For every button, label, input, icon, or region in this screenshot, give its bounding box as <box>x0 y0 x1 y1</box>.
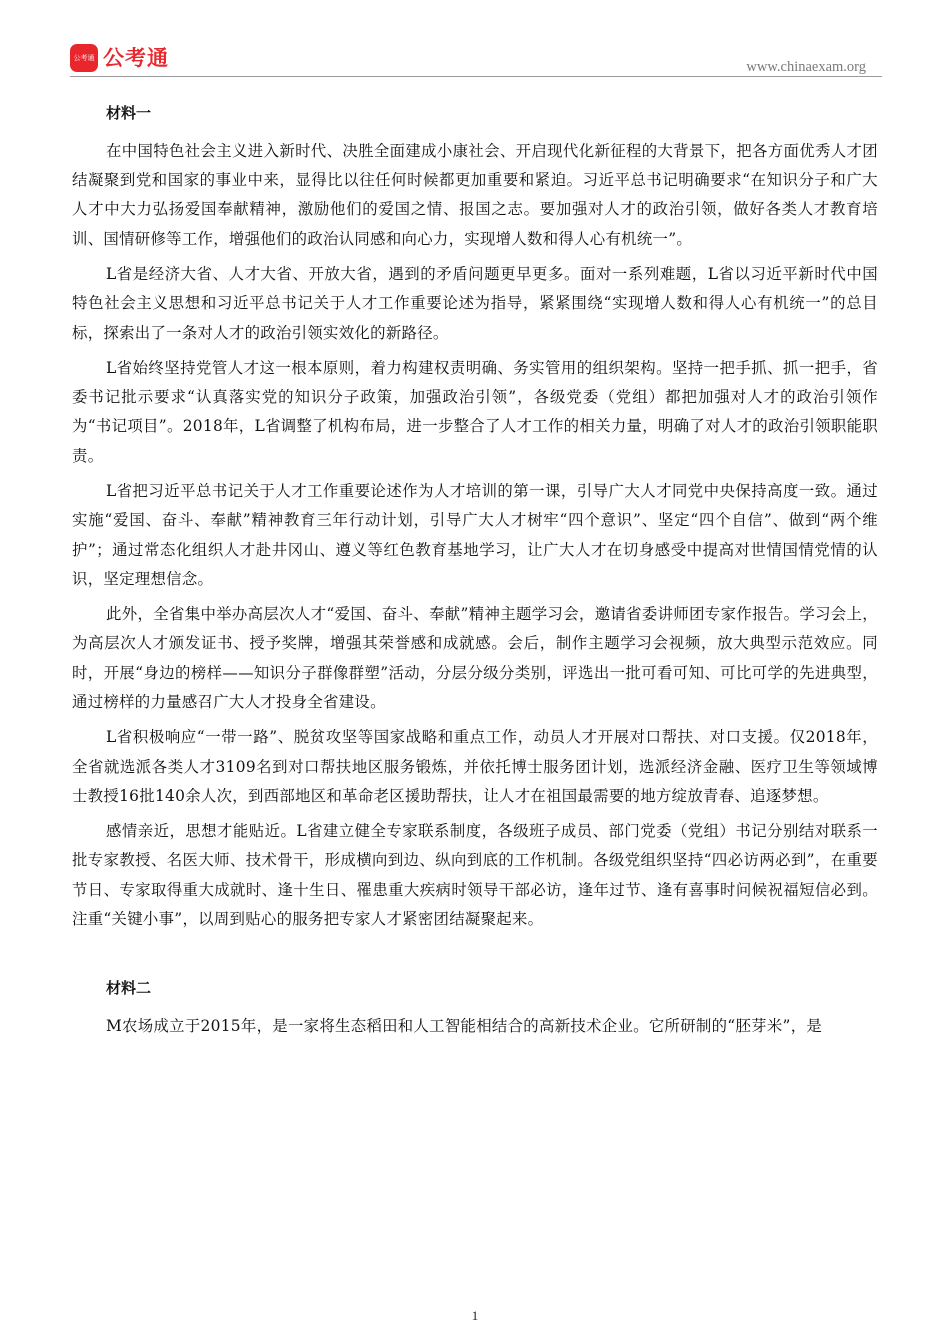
material-one-paragraph-6: L省积极响应“一带一路”、脱贫攻坚等国家战略和重点工作，动员人才开展对口帮扶、对口支援。仅2018年，全省就选派各类人才3109名到对口帮扶地区服务锻炼，并依托博士服务团计划，选派经济金融、医疗卫生等领域博士教授16批140余人次，到西部地区和革命老区援助帮扶，让人才在祖国最需要的地方绽放青春、追逐梦想。 <box>72 728 878 805</box>
logo-badge-icon: 公考通 <box>70 44 98 72</box>
logo <box>70 44 169 72</box>
material-two-title: 材料二 <box>106 979 152 998</box>
logo-text: 公考通 <box>103 46 169 70</box>
document-body <box>72 103 878 1048</box>
material-one-paragraph-2: L省是经济大省、人才大省、开放大省，遇到的矛盾问题更早更多。面对一系列难题，L省以习近平新时代中国特色社会主义思想和习近平总书记关于人才工作重要论述为指导，紧紧围绕“实现增人数和得人心有机统一”的总目标，探索出了一条对人才的政治引领实效化的新路径。 <box>72 265 878 342</box>
page-header <box>70 44 880 76</box>
material-one-paragraph-1: 在中国特色社会主义进入新时代、决胜全面建成小康社会、开启现代化新征程的大背景下，把各方面优秀人才团结凝聚到党和国家的事业中来，显得比以往任何时候都更加重要和紧迫。习近平总书记明确要求“在知识分子和广大人才中大力弘扬爱国奉献精神，激励他们的爱国之情、报国之志。要加强对人才的政治引领，做好各类人才教育培训、国情研修等工作，增强他们的政治认同感和向心力，实现增人数和得人心有机统一”。 <box>72 142 878 248</box>
page-number: 1 <box>471 1308 479 1323</box>
site-url: www.chinaexam.org <box>746 59 866 75</box>
material-one-paragraph-7: 感情亲近，思想才能贴近。L省建立健全专家联系制度，各级班子成员、部门党委（党组）书记分别结对联系一批专家教授、名医大师、技术骨干，形成横向到边、纵向到底的工作机制。各级党组织坚持“四必访两必到”，在重要节日、专家取得重大成就时、逢十生日、罹患重大疾病时领导干部必访，逢年过节、逢有喜事时问候祝福短信必到。注重“关键小事”，以周到贴心的服务把专家人才紧密团结凝聚起来。 <box>72 822 878 928</box>
header-divider <box>70 76 882 77</box>
material-one-paragraph-4: L省把习近平总书记关于人才工作重要论述作为人才培训的第一课，引导广大人才同党中央保持高度一致。通过实施“爱国、奋斗、奉献”精神教育三年行动计划，引导广大人才树牢“四个意识”、坚定“四个自信”、做到“两个维护”；通过常态化组织人才赴井冈山、遵义等红色教育基地学习，让广大人才在切身感受中提高对世情国情党情的认识，坚定理想信念。 <box>72 482 878 588</box>
material-one-paragraph-5: 此外，全省集中举办高层次人才“爱国、奋斗、奉献”精神主题学习会，邀请省委讲师团专家作报告。学习会上，为高层次人才颁发证书、授予奖牌，增强其荣誉感和成就感。会后，制作主题学习会视频，放大典型示范效应。同时，开展“身边的榜样——知识分子群像群塑”活动，分层分级分类别，评选出一批可看可知、可比可学的先进典型，通过榜样的力量感召广大人才投身全省建设。 <box>72 605 878 711</box>
material-one-title: 材料一 <box>106 104 152 122</box>
material-two-paragraph-1: M农场成立于2015年，是一家将生态稻田和人工智能相结合的高新技术企业。它所研制的“胚芽米”，是 <box>106 1017 823 1036</box>
section-spacer <box>72 940 878 978</box>
material-one-paragraph-3: L省始终坚持党管人才这一根本原则，着力构建权责明确、务实管用的组织架构。坚持一把手抓、抓一把手，省委书记批示要求“认真落实党的知识分子政策，加强政治引领”，各级党委（党组）都把加强对人才的政治引领作为“书记项目”。2018年，L省调整了机构布局，进一步整合了人才工作的相关力量，明确了对人才的政治引领职能职责。 <box>72 359 878 465</box>
